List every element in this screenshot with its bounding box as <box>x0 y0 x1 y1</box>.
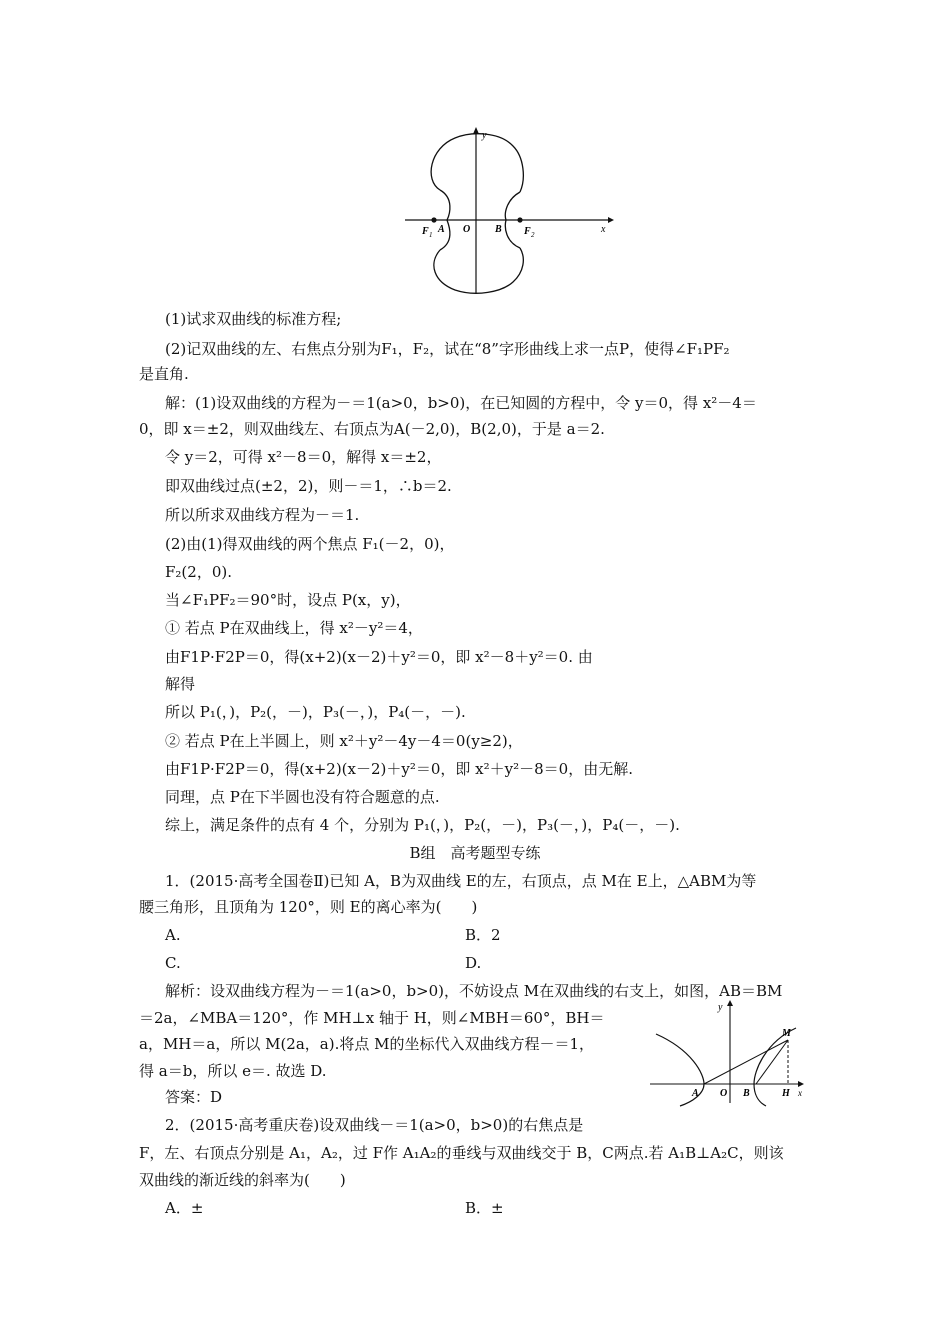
f1-label: F <box>422 226 429 237</box>
solution-line-2: 0，即 x＝±2，则双曲线左、右顶点为A(－2,0)，B(2,0)，于是 a＝2. <box>139 420 605 438</box>
f2-subscript: 2 <box>531 231 535 239</box>
a-label: A <box>692 1088 699 1099</box>
analysis-line-1: 解析：设双曲线方程为－＝1(a>0，b>0)，不妨设点 M在双曲线的右支上，如图，AB＝BM <box>165 982 783 1000</box>
problem-2-line-2: F，左、右顶点分别是 A₁，A₂，过 F作 A₁A₂的垂线与双曲线交于 B，C两点.若 A₁B⊥A₂C，则该 <box>139 1144 784 1162</box>
lower-semicircle <box>434 248 523 293</box>
x-axis-arrow <box>608 217 614 223</box>
problem-1-option-c: C. <box>165 954 181 972</box>
solution-line-15: 同理，点 P在下半圆也没有符合题意的点. <box>165 788 440 806</box>
solution-line-3: 令 y＝2，可得 x²－8＝0，解得 x＝±2， <box>165 448 442 466</box>
question-part-1: (1)试求双曲线的标准方程; <box>165 310 342 328</box>
problem-2-line-3: 双曲线的渐近线的斜率为( ) <box>139 1171 346 1189</box>
solution-line-8: 当∠F₁PF₂＝90°时，设点 P(x，y)， <box>165 591 411 609</box>
problem-2-line-1: 2．(2015·高考重庆卷)设双曲线－＝1(a>0，b>0)的右焦点是 <box>165 1116 584 1134</box>
x-axis-label: x <box>798 1088 802 1098</box>
solution-line-10: 由F1P·F2P＝0，得(x+2)(x－2)＋y²＝0，即 x²－8＋y²＝0. 由 <box>165 648 593 666</box>
focus-f2-point <box>517 217 522 222</box>
segment-am <box>704 1040 788 1084</box>
solution-line-7: F₂(2，0). <box>165 563 232 581</box>
y-axis-arrow <box>473 127 479 134</box>
problem-1-line-1: 1．(2015·高考全国卷Ⅱ)已知 A，B为双曲线 E的左，右顶点，点 M在 E上，△ABM为等 <box>165 872 757 890</box>
section-heading: B组 高考题型专练 <box>409 844 541 862</box>
upper-semicircle <box>431 134 523 192</box>
solution-line-13: ② 若点 P在上半圆上，则 x²＋y²－4y－4＝0(y≥2)， <box>165 732 523 750</box>
problem-1-option-a: A. <box>165 926 181 944</box>
problem-2-option-b: B．± <box>465 1199 504 1217</box>
o-label: O <box>720 1088 728 1099</box>
solution-line-1: 解：(1)设双曲线的方程为－＝1(a>0，b>0)，在已知圆的方程中，令 y＝0，得 x²－4＝ <box>165 394 757 412</box>
question-part-2: (2)记双曲线的左、右焦点分别为F₁，F₂，试在“8”字形曲线上求一点P，使得∠F₁PF₂ <box>165 340 730 358</box>
problem-1-option-d: D. <box>465 954 482 972</box>
b-label: B <box>743 1088 750 1099</box>
hyperbola-triangle-diagram <box>646 998 816 1108</box>
analysis-line-2: ＝2a，∠MBA＝120°，作 MH⊥x 轴于 H，则∠MBH＝60°，BH＝ <box>139 1009 605 1027</box>
solution-line-4: 即双曲线过点(±2，2)，则－＝1，∴b＝2. <box>165 477 452 495</box>
solution-line-11: 解得 <box>165 675 196 693</box>
o-label: O <box>463 224 471 235</box>
y-axis-label: y <box>718 1002 723 1013</box>
y-axis-label: y <box>482 130 487 141</box>
solution-line-16: 综上，满足条件的点有 4 个，分别为 P₁(，)，P₂(，－)，P₃(－，)，P₄(－，－). <box>165 816 680 834</box>
b-label: B <box>495 224 502 235</box>
m-label: M <box>782 1028 791 1039</box>
analysis-line-3: a，MH＝a，所以 M(2a，a).将点 M的坐标代入双曲线方程－＝1， <box>139 1035 595 1053</box>
focus-f1-point <box>431 217 436 222</box>
f2-label: F <box>524 226 531 237</box>
a-label: A <box>438 224 445 235</box>
question-part-2-cont: 是直角. <box>139 365 189 383</box>
h-label: H <box>782 1088 790 1099</box>
analysis-line-4: 得 a＝b，所以 e＝. 故选 D. <box>139 1062 327 1080</box>
problem-1-option-b: B．2 <box>465 926 501 944</box>
f1-subscript: 1 <box>429 231 433 239</box>
solution-line-5: 所以所求双曲线方程为－＝1. <box>165 506 360 524</box>
problem-1-line-2: 腰三角形，且顶角为 120°，则 E的离心率为( ) <box>139 898 478 916</box>
solution-line-12: 所以 P₁(，)，P₂(，－)，P₃(－，)，P₄(－，－). <box>165 703 466 721</box>
solution-line-14: 由F1P·F2P＝0，得(x+2)(x－2)＋y²＝0，即 x²＋y²－8＝0，由无解. <box>165 760 633 778</box>
problem-2-option-a: A．± <box>165 1199 204 1217</box>
x-axis-arrow <box>798 1081 804 1087</box>
figure-eight-curve-diagram <box>400 124 620 296</box>
solution-line-6: (2)由(1)得双曲线的两个焦点 F₁(－2，0)， <box>165 535 455 553</box>
answer-line: 答案：D <box>165 1088 223 1106</box>
solution-line-9: ① 若点 P在双曲线上，得 x²－y²＝4， <box>165 619 423 637</box>
x-axis-label: x <box>601 224 606 235</box>
